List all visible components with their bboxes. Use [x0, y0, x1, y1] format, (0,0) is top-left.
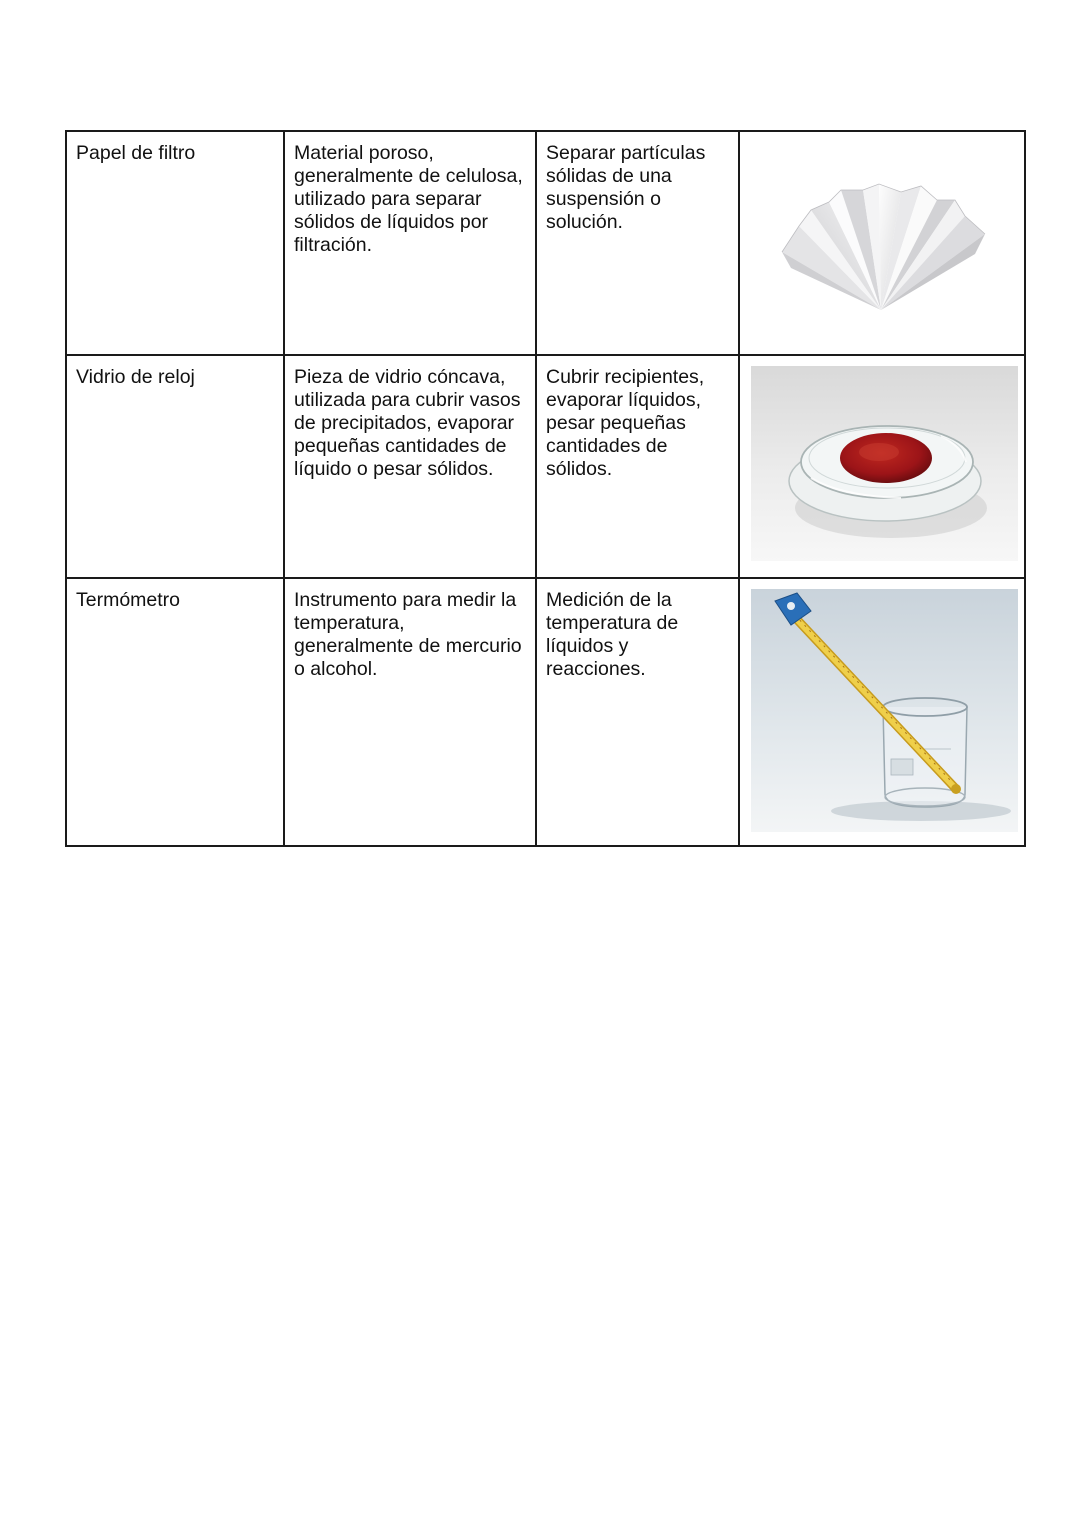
- cell-use: Cubrir recipientes, evaporar líquidos, pesar pequeñas cantidades de sólidos.: [536, 355, 739, 578]
- cell-image: [739, 578, 1025, 846]
- cell-description: Instrumento para medir la temperatura, generalmente de mercurio o alcohol.: [284, 578, 536, 846]
- cell-image: [739, 355, 1025, 578]
- cell-use: Medición de la temperatura de líquidos y reacciones.: [536, 578, 739, 846]
- lab-equipment-table: [65, 130, 1026, 847]
- cell-description: Pieza de vidrio cóncava, utilizada para cubrir vasos de precipitados, evaporar pequeñas cantidades de líquido o pesar sólidos.: [284, 355, 536, 578]
- table-row: [66, 131, 1025, 355]
- table-row: [66, 355, 1025, 578]
- thermometer-beaker-icon: [751, 589, 1018, 832]
- filter-paper-icon: [751, 142, 1018, 342]
- cell-name: Vidrio de reloj: [66, 355, 284, 578]
- table-row: [66, 578, 1025, 846]
- cell-name: Termómetro: [66, 578, 284, 846]
- cell-use: Separar partículas sólidas de una suspensión o solución.: [536, 131, 739, 355]
- cell-name: Papel de filtro: [66, 131, 284, 355]
- cell-image: [739, 131, 1025, 355]
- watch-glass-icon: [751, 366, 1018, 561]
- cell-description: Material poroso, generalmente de celulosa, utilizado para separar sólidos de líquidos por filtración.: [284, 131, 536, 355]
